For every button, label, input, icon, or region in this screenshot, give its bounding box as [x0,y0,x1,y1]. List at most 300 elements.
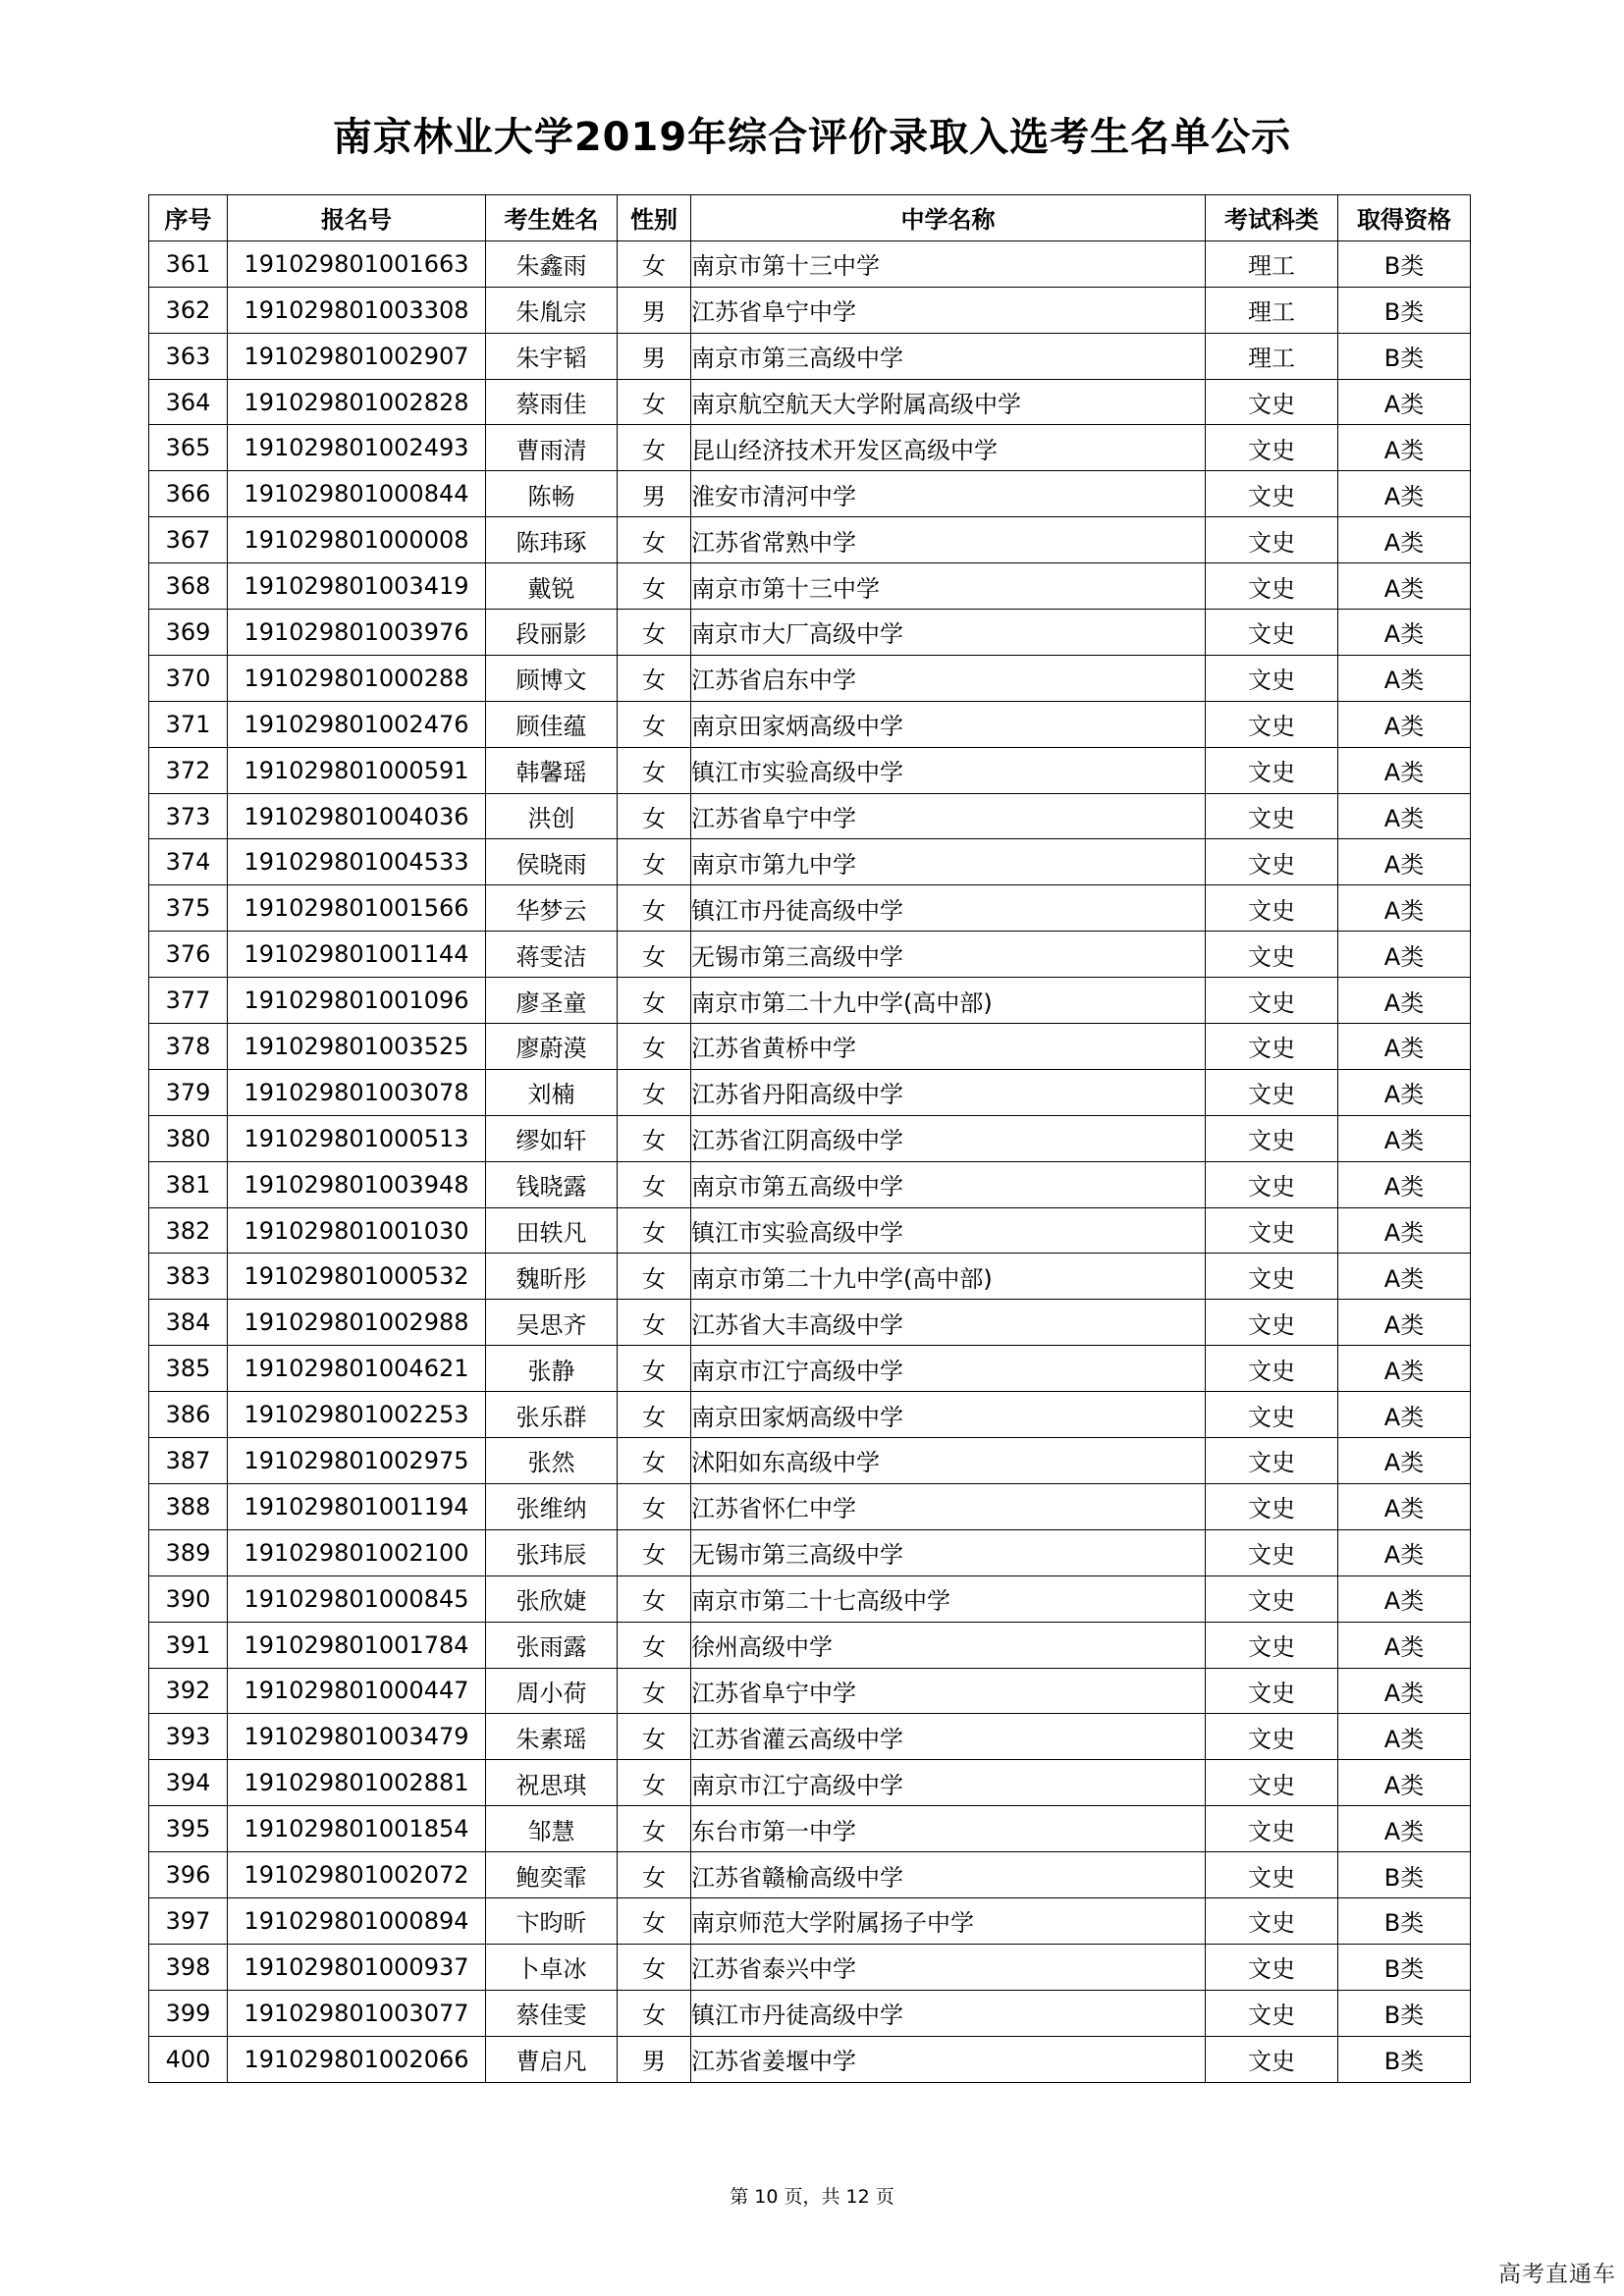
cell-subject: 文史 [1206,1207,1338,1254]
cell-school: 南京市江宁高级中学 [691,1760,1206,1806]
cell-school: 镇江市实验高级中学 [691,747,1206,793]
cell-sex: 女 [618,379,691,425]
cell-sex: 女 [618,1622,691,1668]
cell-sex: 女 [618,425,691,471]
cell-sex: 女 [618,747,691,793]
cell-name: 蔡雨佳 [486,379,618,425]
table-row [149,1714,1471,1760]
cell-seq: 389 [149,1529,228,1575]
cell-subject: 理工 [1206,287,1338,333]
table-row [149,1668,1471,1714]
cell-qualification: A类 [1338,1529,1471,1575]
cell-registration-no: 191029801003976 [228,610,486,656]
cell-name: 陈玮琢 [486,517,618,563]
cell-subject: 理工 [1206,240,1338,287]
table-row [149,2036,1471,2082]
header-registration-no: 报名号 [228,195,486,241]
cell-qualification: A类 [1338,425,1471,471]
cell-sex: 女 [618,517,691,563]
cell-name: 蔡佳雯 [486,1990,618,2036]
cell-subject: 文史 [1206,655,1338,701]
cell-seq: 375 [149,885,228,932]
cell-seq: 373 [149,793,228,839]
cell-seq: 369 [149,610,228,656]
table-row [149,1483,1471,1529]
header-subject: 考试科类 [1206,195,1338,241]
cell-name: 曹雨清 [486,425,618,471]
cell-school: 南京师范大学附属扬子中学 [691,1897,1206,1944]
cell-subject: 文史 [1206,1944,1338,1990]
cell-school: 镇江市丹徒高级中学 [691,885,1206,932]
cell-name: 洪创 [486,793,618,839]
cell-registration-no: 191029801001784 [228,1622,486,1668]
cell-subject: 文史 [1206,885,1338,932]
table-row [149,563,1471,610]
cell-seq: 366 [149,471,228,517]
cell-school: 镇江市丹徒高级中学 [691,1990,1206,2036]
cell-school: 南京市大厂高级中学 [691,610,1206,656]
table-row [149,1392,1471,1438]
cell-school: 南京市第十三中学 [691,563,1206,610]
cell-registration-no: 191029801001030 [228,1207,486,1254]
cell-name: 顾博文 [486,655,618,701]
cell-school: 东台市第一中学 [691,1806,1206,1852]
table-row [149,839,1471,885]
cell-sex: 女 [618,1852,691,1898]
cell-registration-no: 191029801002493 [228,425,486,471]
cell-seq: 368 [149,563,228,610]
cell-subject: 文史 [1206,1990,1338,2036]
cell-seq: 400 [149,2036,228,2082]
cell-registration-no: 191029801003948 [228,1161,486,1207]
cell-subject: 文史 [1206,1024,1338,1070]
cell-seq: 380 [149,1115,228,1161]
cell-seq: 372 [149,747,228,793]
cell-name: 曹启凡 [486,2036,618,2082]
cell-seq: 384 [149,1300,228,1346]
cell-seq: 371 [149,701,228,747]
table-row [149,978,1471,1024]
cell-sex: 女 [618,1346,691,1392]
cell-registration-no: 191029801000844 [228,471,486,517]
cell-school: 昆山经济技术开发区高级中学 [691,425,1206,471]
cell-school: 江苏省常熟中学 [691,517,1206,563]
table-header-row [149,195,1471,241]
cell-sex: 女 [618,1944,691,1990]
cell-name: 韩馨瑶 [486,747,618,793]
table-row [149,1207,1471,1254]
cell-sex: 女 [618,1024,691,1070]
cell-subject: 文史 [1206,379,1338,425]
cell-subject: 文史 [1206,1254,1338,1300]
cell-sex: 女 [618,701,691,747]
cell-registration-no: 191029801002072 [228,1852,486,1898]
cell-name: 张欣婕 [486,1575,618,1622]
table-row [149,655,1471,701]
cell-seq: 381 [149,1161,228,1207]
watermark: 高考直通车 [1498,2262,1616,2287]
header-sex: 性别 [618,195,691,241]
cell-seq: 397 [149,1897,228,1944]
cell-subject: 文史 [1206,1115,1338,1161]
cell-school: 徐州高级中学 [691,1622,1206,1668]
table-row [149,1990,1471,2036]
cell-name: 张乐群 [486,1392,618,1438]
cell-name: 朱鑫雨 [486,240,618,287]
cell-name: 戴锐 [486,563,618,610]
cell-qualification: A类 [1338,747,1471,793]
cell-seq: 364 [149,379,228,425]
cell-name: 朱宇韬 [486,333,618,379]
cell-qualification: A类 [1338,1622,1471,1668]
cell-sex: 女 [618,1300,691,1346]
cell-qualification: A类 [1338,1714,1471,1760]
cell-registration-no: 191029801002828 [228,379,486,425]
cell-school: 江苏省灌云高级中学 [691,1714,1206,1760]
cell-seq: 365 [149,425,228,471]
cell-qualification: A类 [1338,471,1471,517]
cell-name: 段丽影 [486,610,618,656]
cell-sex: 女 [618,1897,691,1944]
cell-school: 沭阳如东高级中学 [691,1438,1206,1484]
cell-qualification: A类 [1338,978,1471,1024]
cell-subject: 文史 [1206,932,1338,978]
cell-school: 江苏省阜宁中学 [691,1668,1206,1714]
cell-qualification: A类 [1338,1392,1471,1438]
cell-sex: 男 [618,333,691,379]
table-row [149,885,1471,932]
cell-registration-no: 191029801000894 [228,1897,486,1944]
cell-seq: 385 [149,1346,228,1392]
cell-seq: 396 [149,1852,228,1898]
cell-subject: 理工 [1206,333,1338,379]
header-qualification: 取得资格 [1338,195,1471,241]
cell-subject: 文史 [1206,1161,1338,1207]
cell-subject: 文史 [1206,747,1338,793]
cell-school: 江苏省大丰高级中学 [691,1300,1206,1346]
cell-seq: 363 [149,333,228,379]
cell-subject: 文史 [1206,1852,1338,1898]
cell-qualification: A类 [1338,885,1471,932]
cell-subject: 文史 [1206,471,1338,517]
cell-school: 江苏省赣榆高级中学 [691,1852,1206,1898]
cell-name: 廖圣童 [486,978,618,1024]
cell-sex: 女 [618,1438,691,1484]
cell-name: 周小荷 [486,1668,618,1714]
cell-sex: 女 [618,1392,691,1438]
cell-school: 南京市第九中学 [691,839,1206,885]
table-row [149,1115,1471,1161]
cell-registration-no: 191029801002988 [228,1300,486,1346]
cell-registration-no: 191029801001663 [228,240,486,287]
cell-qualification: A类 [1338,1483,1471,1529]
cell-name: 田轶凡 [486,1207,618,1254]
header-name: 考生姓名 [486,195,618,241]
page-footer: 第 10 页，共 12 页 [730,2186,894,2208]
table-row [149,1852,1471,1898]
cell-subject: 文史 [1206,563,1338,610]
cell-subject: 文史 [1206,1806,1338,1852]
cell-sex: 女 [618,1483,691,1529]
cell-seq: 362 [149,287,228,333]
cell-school: 南京市江宁高级中学 [691,1346,1206,1392]
cell-subject: 文史 [1206,2036,1338,2082]
cell-sex: 男 [618,471,691,517]
table-row [149,379,1471,425]
table-row [149,1806,1471,1852]
page-title: 南京林业大学2019年综合评价录取入选考生名单公示 [332,115,1292,160]
cell-qualification: A类 [1338,1346,1471,1392]
cell-sex: 女 [618,1069,691,1115]
admission-list-table [148,194,1471,2083]
cell-name: 蒋雯洁 [486,932,618,978]
cell-subject: 文史 [1206,839,1338,885]
cell-name: 朱素瑶 [486,1714,618,1760]
cell-registration-no: 191029801003479 [228,1714,486,1760]
cell-registration-no: 191029801000288 [228,655,486,701]
cell-sex: 女 [618,610,691,656]
cell-seq: 379 [149,1069,228,1115]
cell-sex: 女 [618,1668,691,1714]
cell-sex: 男 [618,287,691,333]
cell-registration-no: 191029801003419 [228,563,486,610]
cell-qualification: B类 [1338,1897,1471,1944]
cell-name: 华梦云 [486,885,618,932]
cell-name: 吴思齐 [486,1300,618,1346]
cell-registration-no: 191029801003525 [228,1024,486,1070]
cell-qualification: A类 [1338,610,1471,656]
cell-sex: 女 [618,563,691,610]
table-row [149,1254,1471,1300]
cell-registration-no: 191029801004036 [228,793,486,839]
cell-name: 魏昕彤 [486,1254,618,1300]
cell-qualification: A类 [1338,1300,1471,1346]
cell-registration-no: 191029801000008 [228,517,486,563]
cell-name: 钱晓露 [486,1161,618,1207]
cell-qualification: A类 [1338,1207,1471,1254]
cell-sex: 女 [618,1529,691,1575]
cell-school: 南京航空航天大学附属高级中学 [691,379,1206,425]
cell-sex: 女 [618,1806,691,1852]
cell-subject: 文史 [1206,1392,1338,1438]
cell-registration-no: 191029801001096 [228,978,486,1024]
cell-registration-no: 191029801001144 [228,932,486,978]
cell-name: 张玮辰 [486,1529,618,1575]
cell-registration-no: 191029801000532 [228,1254,486,1300]
cell-sex: 女 [618,885,691,932]
cell-qualification: B类 [1338,240,1471,287]
cell-registration-no: 191029801002253 [228,1392,486,1438]
table-row [149,1622,1471,1668]
cell-subject: 文史 [1206,1529,1338,1575]
cell-qualification: B类 [1338,1852,1471,1898]
cell-name: 顾佳蕴 [486,701,618,747]
cell-subject: 文史 [1206,1069,1338,1115]
cell-sex: 女 [618,1254,691,1300]
cell-subject: 文史 [1206,701,1338,747]
cell-sex: 女 [618,1575,691,1622]
cell-school: 南京市第二十九中学(高中部) [691,1254,1206,1300]
cell-name: 陈畅 [486,471,618,517]
cell-school: 南京田家炳高级中学 [691,1392,1206,1438]
cell-qualification: B类 [1338,287,1471,333]
cell-sex: 女 [618,1760,691,1806]
cell-school: 南京市第十三中学 [691,240,1206,287]
cell-sex: 女 [618,240,691,287]
cell-seq: 367 [149,517,228,563]
cell-registration-no: 191029801002100 [228,1529,486,1575]
cell-sex: 女 [618,1161,691,1207]
cell-subject: 文史 [1206,1622,1338,1668]
cell-sex: 男 [618,2036,691,2082]
cell-name: 鲍奕霏 [486,1852,618,1898]
cell-registration-no: 191029801003077 [228,1990,486,2036]
cell-subject: 文史 [1206,1346,1338,1392]
cell-registration-no: 191029801003078 [228,1069,486,1115]
cell-subject: 文史 [1206,1300,1338,1346]
cell-seq: 394 [149,1760,228,1806]
table-row [149,287,1471,333]
table-row [149,1944,1471,1990]
table-row [149,1069,1471,1115]
table-row [149,701,1471,747]
cell-school: 镇江市实验高级中学 [691,1207,1206,1254]
cell-seq: 395 [149,1806,228,1852]
cell-name: 张静 [486,1346,618,1392]
cell-subject: 文史 [1206,1897,1338,1944]
cell-seq: 387 [149,1438,228,1484]
cell-registration-no: 191029801000513 [228,1115,486,1161]
cell-seq: 391 [149,1622,228,1668]
cell-school: 江苏省阜宁中学 [691,287,1206,333]
cell-sex: 女 [618,932,691,978]
cell-registration-no: 191029801002066 [228,2036,486,2082]
cell-name: 张然 [486,1438,618,1484]
cell-subject: 文史 [1206,1714,1338,1760]
cell-name: 缪如轩 [486,1115,618,1161]
table-row [149,425,1471,471]
cell-name: 卜卓冰 [486,1944,618,1990]
cell-name: 张雨露 [486,1622,618,1668]
table-row [149,1897,1471,1944]
cell-name: 朱胤宗 [486,287,618,333]
cell-school: 江苏省阜宁中学 [691,793,1206,839]
cell-registration-no: 191029801001194 [228,1483,486,1529]
cell-sex: 女 [618,1207,691,1254]
cell-qualification: A类 [1338,1115,1471,1161]
cell-subject: 文史 [1206,1668,1338,1714]
cell-sex: 女 [618,839,691,885]
table-row [149,747,1471,793]
cell-subject: 文史 [1206,1760,1338,1806]
cell-subject: 文史 [1206,1438,1338,1484]
cell-name: 邹慧 [486,1806,618,1852]
cell-qualification: A类 [1338,793,1471,839]
cell-qualification: A类 [1338,839,1471,885]
cell-qualification: A类 [1338,655,1471,701]
cell-seq: 378 [149,1024,228,1070]
cell-school: 南京市第三高级中学 [691,333,1206,379]
cell-qualification: A类 [1338,379,1471,425]
cell-registration-no: 191029801002881 [228,1760,486,1806]
cell-registration-no: 191029801004621 [228,1346,486,1392]
table-row [149,793,1471,839]
cell-name: 卞昀昕 [486,1897,618,1944]
cell-name: 侯晓雨 [486,839,618,885]
cell-qualification: A类 [1338,932,1471,978]
table-row [149,1438,1471,1484]
cell-school: 江苏省丹阳高级中学 [691,1069,1206,1115]
cell-registration-no: 191029801002975 [228,1438,486,1484]
cell-school: 江苏省泰兴中学 [691,1944,1206,1990]
cell-qualification: A类 [1338,517,1471,563]
cell-qualification: A类 [1338,701,1471,747]
table-row [149,517,1471,563]
cell-school: 无锡市第三高级中学 [691,1529,1206,1575]
cell-registration-no: 191029801000937 [228,1944,486,1990]
table-row [149,1024,1471,1070]
cell-sex: 女 [618,793,691,839]
cell-qualification: A类 [1338,1760,1471,1806]
cell-qualification: B类 [1338,1990,1471,2036]
cell-subject: 文史 [1206,793,1338,839]
cell-name: 廖蔚漠 [486,1024,618,1070]
cell-name: 祝思琪 [486,1760,618,1806]
cell-registration-no: 191029801001854 [228,1806,486,1852]
cell-seq: 392 [149,1668,228,1714]
cell-registration-no: 191029801000845 [228,1575,486,1622]
cell-school: 江苏省怀仁中学 [691,1483,1206,1529]
cell-sex: 女 [618,1115,691,1161]
cell-seq: 382 [149,1207,228,1254]
cell-school: 江苏省姜堰中学 [691,2036,1206,2082]
cell-seq: 386 [149,1392,228,1438]
table-row [149,610,1471,656]
cell-subject: 文史 [1206,425,1338,471]
cell-school: 南京市第二十九中学(高中部) [691,978,1206,1024]
cell-seq: 361 [149,240,228,287]
cell-school: 无锡市第三高级中学 [691,932,1206,978]
cell-seq: 393 [149,1714,228,1760]
cell-qualification: B类 [1338,1944,1471,1990]
table-row [149,1575,1471,1622]
cell-registration-no: 191029801003308 [228,287,486,333]
cell-sex: 女 [618,655,691,701]
header-seq: 序号 [149,195,228,241]
cell-registration-no: 191029801002476 [228,701,486,747]
cell-registration-no: 191029801000591 [228,747,486,793]
cell-seq: 390 [149,1575,228,1622]
cell-name: 刘楠 [486,1069,618,1115]
cell-qualification: B类 [1338,2036,1471,2082]
cell-registration-no: 191029801002907 [228,333,486,379]
cell-qualification: B类 [1338,333,1471,379]
cell-school: 南京市第五高级中学 [691,1161,1206,1207]
cell-school: 江苏省江阴高级中学 [691,1115,1206,1161]
cell-school: 江苏省黄桥中学 [691,1024,1206,1070]
cell-sex: 女 [618,978,691,1024]
table-row [149,1529,1471,1575]
table-row [149,932,1471,978]
cell-school: 南京田家炳高级中学 [691,701,1206,747]
cell-qualification: A类 [1338,1254,1471,1300]
cell-qualification: A类 [1338,1806,1471,1852]
header-school: 中学名称 [691,195,1206,241]
cell-qualification: A类 [1338,563,1471,610]
table-row [149,333,1471,379]
cell-subject: 文史 [1206,517,1338,563]
cell-name: 张维纳 [486,1483,618,1529]
